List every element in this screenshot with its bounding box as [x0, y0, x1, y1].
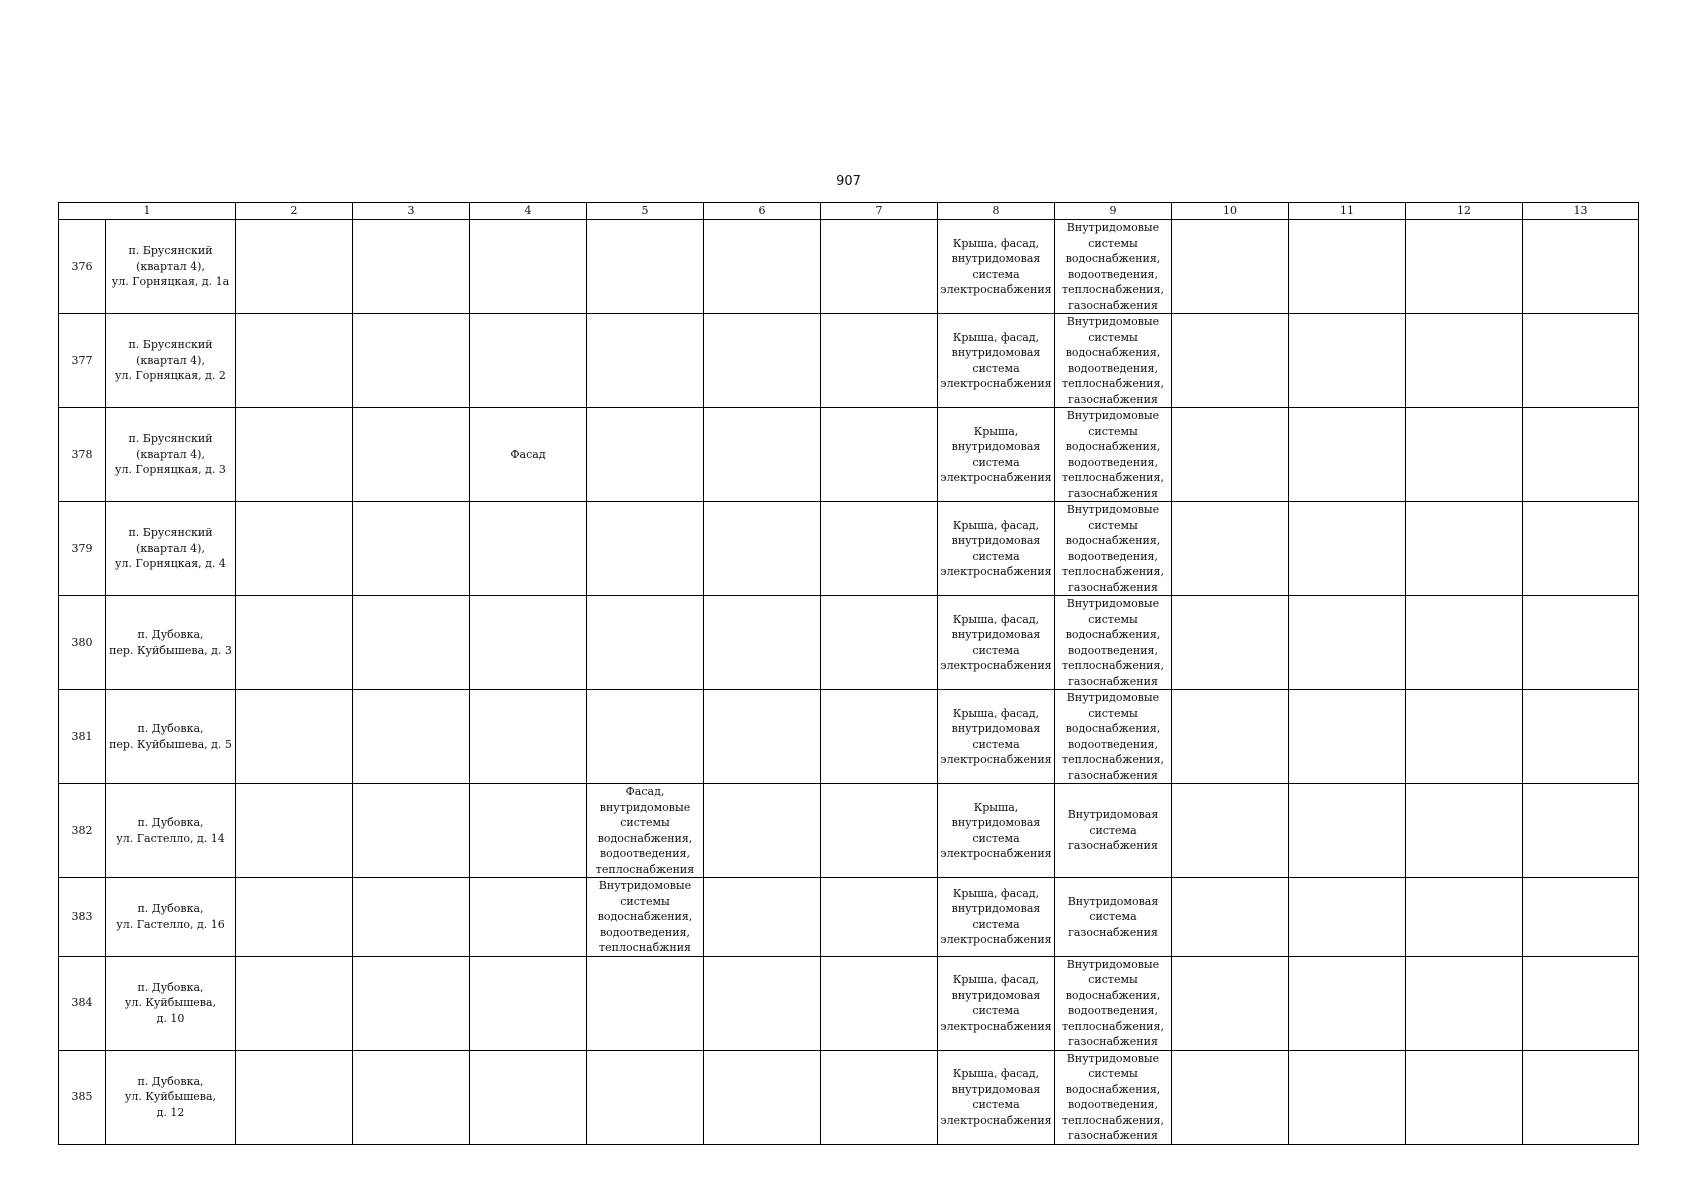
cell-col-6 [704, 1050, 821, 1144]
cell-col-4 [470, 878, 587, 957]
cell-col-3 [353, 878, 470, 957]
cell-col-10 [1172, 408, 1289, 502]
cell-col-9: Внутридомовая система газоснабжения [1055, 878, 1172, 957]
cell-col-9: Внутридомовые системы водоснабжения, водоотведения, теплоснабжения, газоснабжения [1055, 596, 1172, 690]
page-number: 907 [836, 174, 861, 189]
cell-col-11 [1289, 784, 1406, 878]
cell-col-11 [1289, 956, 1406, 1050]
cell-col-9: Внутридомовые системы водоснабжения, водоотведения, теплоснабжения, газоснабжения [1055, 314, 1172, 408]
table-row [59, 956, 1639, 1050]
address-cell: п. Брусянский (квартал 4), ул. Горняцкая, д. 4 [106, 502, 236, 596]
cell-col-13 [1523, 314, 1639, 408]
row-number: 376 [59, 220, 106, 314]
cell-col-2 [236, 956, 353, 1050]
address-cell: п. Дубовка, ул. Куйбышева, д. 12 [106, 1050, 236, 1144]
column-header: 8 [938, 203, 1055, 220]
cell-col-7 [821, 878, 938, 957]
cell-col-10 [1172, 956, 1289, 1050]
row-number: 384 [59, 956, 106, 1050]
column-header: 12 [1406, 203, 1523, 220]
row-number: 381 [59, 690, 106, 784]
cell-col-13 [1523, 596, 1639, 690]
cell-col-10 [1172, 220, 1289, 314]
cell-col-7 [821, 314, 938, 408]
cell-col-10 [1172, 1050, 1289, 1144]
cell-col-9: Внутридомовые системы водоснабжения, водоотведения, теплоснабжения, газоснабжения [1055, 690, 1172, 784]
cell-col-7 [821, 596, 938, 690]
table-row [59, 220, 1639, 314]
cell-col-6 [704, 596, 821, 690]
cell-col-12 [1406, 690, 1523, 784]
cell-col-6 [704, 408, 821, 502]
row-number: 383 [59, 878, 106, 957]
cell-col-2 [236, 596, 353, 690]
column-header: 1 [59, 203, 236, 220]
column-header: 13 [1523, 203, 1639, 220]
table-row [59, 408, 1639, 502]
cell-col-5 [587, 956, 704, 1050]
cell-col-3 [353, 1050, 470, 1144]
cell-col-10 [1172, 690, 1289, 784]
cell-col-5 [587, 1050, 704, 1144]
cell-col-11 [1289, 878, 1406, 957]
cell-col-12 [1406, 1050, 1523, 1144]
row-number: 377 [59, 314, 106, 408]
cell-col-4 [470, 314, 587, 408]
cell-col-3 [353, 408, 470, 502]
cell-col-12 [1406, 596, 1523, 690]
cell-col-4 [470, 956, 587, 1050]
cell-col-6 [704, 878, 821, 957]
column-header: 3 [353, 203, 470, 220]
cell-col-5 [587, 690, 704, 784]
table-row [59, 690, 1639, 784]
cell-col-2 [236, 878, 353, 957]
address-cell: п. Дубовка, пер. Куйбышева, д. 3 [106, 596, 236, 690]
column-header: 11 [1289, 203, 1406, 220]
cell-col-12 [1406, 878, 1523, 957]
table-row [59, 784, 1639, 878]
cell-col-3 [353, 784, 470, 878]
row-number: 385 [59, 1050, 106, 1144]
cell-col-12 [1406, 784, 1523, 878]
row-number: 382 [59, 784, 106, 878]
cell-col-6 [704, 502, 821, 596]
cell-col-11 [1289, 502, 1406, 596]
cell-col-5 [587, 408, 704, 502]
cell-col-9: Внутридомовые системы водоснабжения, водоотведения, теплоснабжения, газоснабжения [1055, 502, 1172, 596]
cell-col-7 [821, 502, 938, 596]
cell-col-8: Крыша, фасад, внутридомовая система электроснабжения [938, 502, 1055, 596]
cell-col-4 [470, 1050, 587, 1144]
table-row [59, 314, 1639, 408]
column-header: 7 [821, 203, 938, 220]
cell-col-8: Крыша, фасад, внутридомовая система электроснабжения [938, 690, 1055, 784]
column-header: 2 [236, 203, 353, 220]
cell-col-10 [1172, 596, 1289, 690]
cell-col-7 [821, 956, 938, 1050]
address-cell: п. Дубовка, ул. Гастелло, д. 16 [106, 878, 236, 957]
cell-col-12 [1406, 956, 1523, 1050]
cell-col-7 [821, 690, 938, 784]
cell-col-3 [353, 314, 470, 408]
cell-col-4 [470, 784, 587, 878]
cell-col-6 [704, 690, 821, 784]
table-row [59, 502, 1639, 596]
cell-col-4 [470, 690, 587, 784]
cell-col-5 [587, 596, 704, 690]
address-cell: п. Брусянский (квартал 4), ул. Горняцкая, д. 3 [106, 408, 236, 502]
cell-col-13 [1523, 220, 1639, 314]
column-header: 10 [1172, 203, 1289, 220]
cell-col-5 [587, 502, 704, 596]
cell-col-11 [1289, 1050, 1406, 1144]
cell-col-2 [236, 220, 353, 314]
cell-col-2 [236, 784, 353, 878]
cell-col-13 [1523, 878, 1639, 957]
cell-col-5: Внутридомовые системы водоснабжения, водоотведения, теплоснабжния [587, 878, 704, 957]
table-row [59, 1050, 1639, 1144]
cell-col-2 [236, 690, 353, 784]
table-row [59, 596, 1639, 690]
repair-schedule-table [58, 202, 1639, 1145]
cell-col-11 [1289, 408, 1406, 502]
column-header: 6 [704, 203, 821, 220]
cell-col-13 [1523, 690, 1639, 784]
cell-col-8: Крыша, фасад, внутридомовая система электроснабжения [938, 220, 1055, 314]
cell-col-13 [1523, 956, 1639, 1050]
cell-col-10 [1172, 784, 1289, 878]
cell-col-9: Внутридомовые системы водоснабжения, водоотведения, теплоснабжения, газоснабжения [1055, 1050, 1172, 1144]
cell-col-5: Фасад, внутридомовые системы водоснабжения, водоотведения, теплоснабжения [587, 784, 704, 878]
cell-col-13 [1523, 408, 1639, 502]
cell-col-5 [587, 220, 704, 314]
cell-col-10 [1172, 314, 1289, 408]
cell-col-8: Крыша, фасад, внутридомовая система электроснабжения [938, 596, 1055, 690]
column-header: 4 [470, 203, 587, 220]
cell-col-7 [821, 1050, 938, 1144]
cell-col-6 [704, 956, 821, 1050]
table-row [59, 878, 1639, 957]
row-number: 378 [59, 408, 106, 502]
cell-col-10 [1172, 502, 1289, 596]
cell-col-4 [470, 502, 587, 596]
cell-col-9: Внутридомовые системы водоснабжения, водоотведения, теплоснабжения, газоснабжения [1055, 408, 1172, 502]
cell-col-2 [236, 502, 353, 596]
column-header: 9 [1055, 203, 1172, 220]
column-number-row [59, 203, 1639, 220]
cell-col-10 [1172, 878, 1289, 957]
cell-col-5 [587, 314, 704, 408]
cell-col-2 [236, 1050, 353, 1144]
cell-col-6 [704, 784, 821, 878]
cell-col-12 [1406, 314, 1523, 408]
cell-col-3 [353, 502, 470, 596]
cell-col-4: Фасад [470, 408, 587, 502]
cell-col-4 [470, 596, 587, 690]
address-cell: п. Брусянский (квартал 4), ул. Горняцкая, д. 1а [106, 220, 236, 314]
cell-col-2 [236, 408, 353, 502]
row-number: 379 [59, 502, 106, 596]
cell-col-9: Внутридомовая система газоснабжения [1055, 784, 1172, 878]
cell-col-8: Крыша, внутридомовая система электроснабжения [938, 784, 1055, 878]
address-cell: п. Дубовка, ул. Гастелло, д. 14 [106, 784, 236, 878]
column-header: 5 [587, 203, 704, 220]
cell-col-9: Внутридомовые системы водоснабжения, водоотведения, теплоснабжения, газоснабжения [1055, 220, 1172, 314]
cell-col-8: Крыша, фасад, внутридомовая система электроснабжения [938, 314, 1055, 408]
cell-col-3 [353, 956, 470, 1050]
cell-col-7 [821, 784, 938, 878]
cell-col-11 [1289, 220, 1406, 314]
cell-col-7 [821, 220, 938, 314]
address-cell: п. Дубовка, ул. Куйбышева, д. 10 [106, 956, 236, 1050]
cell-col-12 [1406, 220, 1523, 314]
cell-col-9: Внутридомовые системы водоснабжения, водоотведения, теплоснабжения, газоснабжения [1055, 956, 1172, 1050]
cell-col-13 [1523, 784, 1639, 878]
cell-col-11 [1289, 690, 1406, 784]
cell-col-13 [1523, 1050, 1639, 1144]
table-body [59, 203, 1639, 1145]
cell-col-11 [1289, 314, 1406, 408]
cell-col-8: Крыша, фасад, внутридомовая система электроснабжения [938, 878, 1055, 957]
cell-col-3 [353, 690, 470, 784]
cell-col-12 [1406, 408, 1523, 502]
cell-col-8: Крыша, внутридомовая система электроснабжения [938, 408, 1055, 502]
cell-col-11 [1289, 596, 1406, 690]
cell-col-6 [704, 220, 821, 314]
cell-col-6 [704, 314, 821, 408]
cell-col-2 [236, 314, 353, 408]
cell-col-8: Крыша, фасад, внутридомовая система электроснабжения [938, 1050, 1055, 1144]
cell-col-8: Крыша, фасад, внутридомовая система электроснабжения [938, 956, 1055, 1050]
row-number: 380 [59, 596, 106, 690]
address-cell: п. Дубовка, пер. Куйбышева, д. 5 [106, 690, 236, 784]
cell-col-7 [821, 408, 938, 502]
cell-col-13 [1523, 502, 1639, 596]
cell-col-4 [470, 220, 587, 314]
cell-col-3 [353, 220, 470, 314]
address-cell: п. Брусянский (квартал 4), ул. Горняцкая, д. 2 [106, 314, 236, 408]
cell-col-3 [353, 596, 470, 690]
cell-col-12 [1406, 502, 1523, 596]
